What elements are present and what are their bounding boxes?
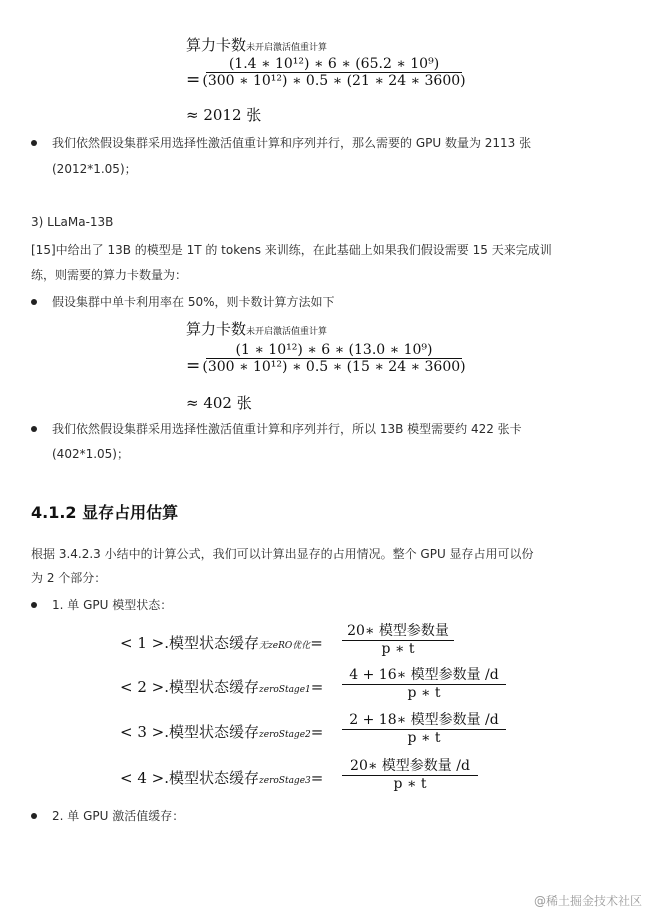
formula-lhs: < 2 >.模型状态缓存 [120,678,259,696]
formula-fraction [342,664,506,701]
model-state-formula [120,620,520,664]
model-state-formula [120,709,520,753]
section-412-bullet1: 1. 单 GPU 模型状态： [52,598,173,612]
formula-b-eq: = [186,356,201,376]
section-412-para-line1: 根据 3.4.2.3 小结中的计算公式，我们可以计算出显存的占用情况。整个 GPU 显存占用可以份 [31,547,534,561]
formula-numerator: 20∗ 模型参数量 [347,623,449,639]
formula-subscript: 无zeRO优化 [259,641,311,651]
formula-eq: = [310,634,323,652]
formula-a-numerator: (1.4 ∗ 10¹²) ∗ 6 ∗ (65.2 ∗ 10⁹) [228,56,440,72]
formula-eq: = [310,769,324,787]
formula-numerator: 4 + 16∗ 模型参数量 /d [349,667,499,683]
bullet-dot [31,426,37,432]
formula-fraction [342,755,478,792]
bullet-dot [31,299,37,305]
formula-a-lhs: 算力卡数 [186,36,247,54]
formula-denominator: p ∗ t [393,776,427,792]
section-412-para-line2: 为 2 个部分： [31,571,107,585]
formula-lhs: < 3 >.模型状态缓存 [120,723,259,741]
formula-denominator: p ∗ t [381,641,415,657]
formula-a-eq: = [186,70,201,90]
formula-numerator: 2 + 18∗ 模型参数量 /d [349,712,499,728]
bullet-b-line1: 我们依然假设集群采用选择性激活值重计算和序列并行，所以 13B 模型需要约 422 张卡 [52,422,522,436]
formula-b-fraction [202,342,466,375]
model-state-formula [120,755,520,799]
section-3-heading: 3) LLaMa-13B [31,215,114,229]
watermark: @稀土掘金技术社区 [533,894,642,908]
formula-a-fraction [202,56,466,89]
formula-b-denominator: (300 ∗ 10¹²) ∗ 0.5 ∗ (15 ∗ 24 ∗ 3600) [202,359,466,375]
formula-denominator: p ∗ t [407,685,441,701]
bullet-a-line1: 我们依然假设集群采用选择性激活值重计算和序列并行，那么需要的 GPU 数量为 2113 张 [52,136,532,150]
formula-b-lhs: 算力卡数 [186,320,247,338]
model-state-formula [120,664,520,708]
formula-eq: = [310,723,324,741]
section-412-heading: 4.1.2 显存占用估算 [31,503,179,522]
formula-a-subscript: 未开启激活值重计算 [246,43,328,53]
formula-denominator: p ∗ t [407,730,441,746]
formula-a-denominator: (300 ∗ 10¹²) ∗ 0.5 ∗ (21 ∗ 24 ∗ 3600) [202,73,466,89]
formula-subscript: zeroStage2 [259,730,311,740]
formula-numerator: 20∗ 模型参数量 /d [350,758,470,774]
formula-a [186,34,486,129]
formula-subscript: zeroStage1 [259,685,311,695]
bullet-a-line2: (2012*1.05)； [52,162,137,176]
formula-b-numerator: (1 ∗ 10¹²) ∗ 6 ∗ (13.0 ∗ 10⁹) [235,342,433,358]
bullet-dot [31,813,37,819]
model-state-formulas [120,620,520,800]
section-412-bullet2: 2. 单 GPU 激活值缓存： [52,809,185,823]
formula-a-result: ≈ 2012 张 [186,106,262,124]
formula-lhs: < 1 >.模型状态缓存 [120,634,259,652]
section-3-bullet: 假设集群中单卡利用率在 50%，则卡数计算方法如下 [52,295,335,309]
formula-fraction [342,620,454,657]
formula-b [186,318,486,413]
section-3-para-line2: 练，则需要的算力卡数量为： [31,268,188,282]
formula-b-result: ≈ 402 张 [186,394,252,412]
section-3-para-line1: [15]中给出了 13B 的模型是 1T 的 tokens 来训练，在此基础上如果我们假设需要 15 天来完成训 [31,243,552,257]
bullet-dot [31,140,37,146]
formula-fraction [342,709,506,746]
formula-eq: = [310,678,324,696]
formula-lhs: < 4 >.模型状态缓存 [120,769,259,787]
bullet-b-line2: (402*1.05)； [52,447,129,461]
bullet-dot [31,602,37,608]
formula-b-subscript: 未开启激活值重计算 [246,327,328,337]
formula-subscript: zeroStage3 [259,776,311,786]
